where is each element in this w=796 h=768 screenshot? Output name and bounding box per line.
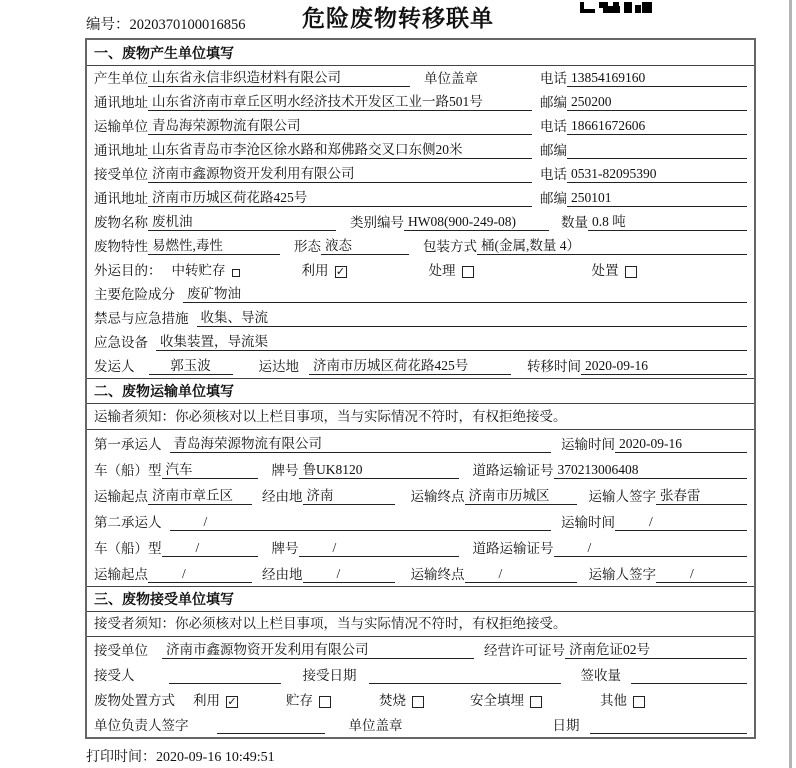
second-carrier-label: 第二承运人 bbox=[94, 515, 162, 530]
section-3-header: 三、废物接受单位填写 bbox=[87, 586, 754, 612]
section-3-body bbox=[87, 612, 754, 737]
via-value: 济南 bbox=[303, 488, 395, 505]
checkbox-use: ✓ bbox=[335, 265, 346, 278]
option-transfer-storage: 中转贮存 bbox=[171, 263, 226, 278]
option-incinerate: 焚烧 bbox=[379, 693, 406, 708]
plate-label: 牌号 bbox=[271, 463, 299, 478]
row-transfer-purpose bbox=[87, 258, 754, 282]
producer-label: 产生单位 bbox=[94, 71, 148, 86]
row-waste-property bbox=[87, 234, 754, 258]
accept-date-value bbox=[369, 683, 561, 684]
checkbox-incinerate bbox=[412, 696, 424, 708]
date-value bbox=[590, 733, 748, 734]
plate-label: 牌号 bbox=[271, 541, 299, 556]
address-label: 通讯地址 bbox=[94, 143, 148, 158]
waste-property-value: 易燃性,毒性 bbox=[148, 238, 280, 255]
waste-name-label: 废物名称 bbox=[94, 215, 148, 230]
carrier-sign-value: 张春雷 bbox=[656, 488, 747, 505]
row-second-carrier bbox=[87, 508, 754, 534]
checkbox-dispose bbox=[625, 266, 637, 278]
vehicle-type-value: 汽车 bbox=[162, 462, 258, 479]
option-use: 利用 bbox=[193, 693, 220, 708]
first-carrier-value: 青岛海荣源物流有限公司 bbox=[170, 436, 552, 453]
vehicle-type-value: / bbox=[162, 540, 258, 557]
route-end-label: 运输终点 bbox=[410, 489, 465, 504]
acceptor-label: 接受人 bbox=[94, 668, 135, 683]
receiver-value: 济南市鑫源物资开发利用有限公司 bbox=[148, 166, 532, 183]
transport-time-label: 运输时间 bbox=[561, 437, 615, 452]
responsible-sign-label: 单位负责人签字 bbox=[94, 718, 189, 733]
page-title: 危险废物转移联单 bbox=[302, 5, 494, 31]
waste-name-value: 废机油 bbox=[148, 214, 336, 231]
equipment-label: 应急设备 bbox=[94, 335, 148, 350]
road-permit-value: / bbox=[554, 540, 748, 557]
route-start-label: 运输起点 bbox=[94, 567, 148, 582]
address-label: 通讯地址 bbox=[94, 191, 148, 206]
sender-label: 发运人 bbox=[94, 359, 135, 374]
producer-zip: 250200 bbox=[567, 94, 747, 111]
checkbox-other bbox=[633, 696, 645, 708]
received-qty-label: 签收量 bbox=[580, 668, 621, 683]
route-end-label: 运输终点 bbox=[410, 567, 465, 582]
route-start-value: / bbox=[148, 566, 252, 583]
section-2-body bbox=[87, 404, 754, 586]
accepting-unit-value: 济南市鑫源物资开发利用有限公司 bbox=[162, 642, 474, 659]
road-permit-label: 道路运输证号 bbox=[472, 463, 554, 478]
taboo-value: 收集、导流 bbox=[197, 310, 748, 327]
row-disposal-method bbox=[87, 687, 754, 712]
row-waste-name bbox=[87, 210, 754, 234]
notice-text: 你必须核对以上栏目事项，当与实际情况不符时，有权拒绝接受。 bbox=[175, 616, 567, 631]
form-label: 形态 bbox=[294, 239, 321, 254]
phone-label: 电话 bbox=[540, 119, 567, 134]
responsible-sign-value bbox=[217, 733, 325, 734]
carrier-sign-label: 运输人签字 bbox=[588, 567, 656, 582]
row-transporter-address bbox=[87, 138, 754, 162]
row-emergency-equipment bbox=[87, 330, 754, 354]
vehicle-type-label: 车（船）型 bbox=[94, 541, 162, 556]
equipment-value: 收集装置，导流渠 bbox=[156, 334, 747, 351]
road-permit-value: 370213006408 bbox=[554, 462, 748, 479]
receiver-zip: 250101 bbox=[567, 190, 747, 207]
checkbox-landfill bbox=[530, 696, 542, 708]
notice-text: 你必须核对以上栏目事项，当与实际情况不符时，有权拒绝接受。 bbox=[175, 408, 567, 424]
print-time-label: 打印时间： bbox=[86, 750, 156, 765]
row-hazard-component bbox=[87, 282, 754, 306]
vehicle-type-label: 车（船）型 bbox=[94, 463, 162, 478]
transfer-time-value: 2020-09-16 bbox=[581, 358, 747, 375]
first-carrier-label: 第一承运人 bbox=[94, 437, 162, 452]
serial-value: 2020370100016856 bbox=[129, 17, 246, 33]
row-producer-address bbox=[87, 90, 754, 114]
form-value: 液态 bbox=[321, 238, 409, 255]
transfer-time-label: 转移时间 bbox=[527, 359, 581, 374]
via-label: 经由地 bbox=[262, 489, 303, 504]
license-value: 济南危证02号 bbox=[565, 642, 747, 659]
section-2-header: 二、废物运输单位填写 bbox=[87, 378, 754, 404]
checkbox-transfer-storage bbox=[232, 269, 240, 277]
route-start-label: 运输起点 bbox=[94, 489, 148, 504]
row-sender bbox=[87, 354, 754, 378]
window-edge bbox=[789, 0, 792, 768]
producer-phone: 13854169160 bbox=[567, 70, 747, 87]
hazard-value: 废矿物油 bbox=[183, 286, 747, 303]
received-qty-value bbox=[631, 683, 747, 684]
destination-label: 运达地 bbox=[258, 359, 299, 374]
quantity-value: 0.8 吨 bbox=[588, 214, 747, 231]
date-label: 日期 bbox=[552, 718, 580, 733]
packaging-value: 桶(金属,数量 4） bbox=[477, 238, 747, 255]
row-accepting-unit bbox=[87, 637, 754, 662]
hazardous-waste-transfer-form bbox=[85, 38, 756, 739]
route-end-value: / bbox=[465, 566, 577, 583]
option-storage: 贮存 bbox=[286, 693, 313, 708]
carrier-sign-label: 运输人签字 bbox=[588, 489, 656, 504]
plate-value: 鲁UK8120 bbox=[299, 462, 459, 479]
plate-value: / bbox=[299, 540, 459, 557]
transport-time-value: / bbox=[615, 514, 747, 531]
row-producer bbox=[87, 66, 754, 90]
option-other: 其他 bbox=[600, 693, 627, 708]
receiver-address-value: 济南市历城区荷花路425号 bbox=[148, 190, 532, 207]
row-responsible-sign bbox=[87, 712, 754, 737]
second-carrier-value: / bbox=[170, 514, 552, 531]
transporter-phone: 18661672606 bbox=[567, 118, 747, 135]
sender-value: 郭玉波 bbox=[149, 358, 233, 375]
notice-label: 运输者须知： bbox=[94, 408, 175, 424]
accepting-unit-label: 接受单位 bbox=[94, 643, 148, 658]
carrier-sign-value: / bbox=[656, 566, 747, 583]
print-time bbox=[86, 746, 275, 766]
row-route-2 bbox=[87, 560, 754, 586]
receiver-phone: 0531-82095390 bbox=[567, 166, 747, 183]
row-taboo-measures bbox=[87, 306, 754, 330]
seal-label: 单位盖章 bbox=[424, 71, 478, 86]
zip-label: 邮编 bbox=[540, 191, 567, 206]
option-dispose: 处置 bbox=[591, 263, 619, 278]
route-end-value: 济南市历城区 bbox=[465, 488, 577, 505]
phone-label: 电话 bbox=[540, 167, 567, 182]
receiver-label: 接受单位 bbox=[94, 167, 148, 182]
row-receiver-address bbox=[87, 186, 754, 210]
accept-date-label: 接受日期 bbox=[302, 668, 357, 683]
zip-label: 邮编 bbox=[540, 95, 567, 110]
transporter-address-value: 山东省青岛市李沧区徐水路和郑佛路交叉口东侧20米 bbox=[148, 142, 532, 159]
disposal-method-label: 废物处置方式 bbox=[94, 693, 175, 708]
section-1-header: 一、废物产生单位填写 bbox=[87, 40, 754, 66]
destination-value: 济南市历城区荷花路425号 bbox=[309, 358, 511, 375]
row-receiver-notice bbox=[87, 612, 754, 637]
address-label: 通讯地址 bbox=[94, 95, 148, 110]
producer-value: 山东省永信非织造材料有限公司 bbox=[148, 70, 410, 87]
row-transporter bbox=[87, 114, 754, 138]
row-first-carrier bbox=[87, 430, 754, 456]
phone-label: 电话 bbox=[540, 71, 567, 86]
category-label: 类别编号 bbox=[350, 215, 404, 230]
via-label: 经由地 bbox=[262, 567, 303, 582]
taboo-label: 禁忌与应急措施 bbox=[94, 311, 189, 326]
checkbox-storage bbox=[319, 696, 331, 708]
acceptor-value bbox=[169, 683, 281, 684]
row-acceptor bbox=[87, 662, 754, 687]
checkbox-treat bbox=[462, 266, 474, 278]
transporter-zip bbox=[567, 158, 747, 159]
hazard-label: 主要危险成分 bbox=[94, 287, 175, 302]
row-receiver bbox=[87, 162, 754, 186]
road-permit-label: 道路运输证号 bbox=[472, 541, 554, 556]
row-transporter-notice bbox=[87, 404, 754, 430]
transporter-value: 青岛海荣源物流有限公司 bbox=[148, 118, 532, 135]
option-treat: 处理 bbox=[428, 263, 456, 278]
category-value: HW08(900-249-08) bbox=[404, 214, 549, 231]
transport-time-label: 运输时间 bbox=[561, 515, 615, 530]
print-time-value: 2020-09-16 10:49:51 bbox=[156, 750, 275, 765]
waste-property-label: 废物特性 bbox=[94, 239, 148, 254]
row-route-1 bbox=[87, 482, 754, 508]
transporter-label: 运输单位 bbox=[94, 119, 148, 134]
notice-label: 接受者须知： bbox=[94, 616, 175, 631]
serial-label: 编号： bbox=[86, 17, 130, 33]
producer-address-value: 山东省济南市章丘区明水经济技术开发区工业一路501号 bbox=[148, 94, 532, 111]
option-use: 利用 bbox=[301, 263, 329, 278]
purpose-label: 外运目的： bbox=[94, 263, 162, 278]
packaging-label: 包装方式 bbox=[423, 239, 477, 254]
transport-time-value: 2020-09-16 bbox=[615, 436, 747, 453]
row-vehicle-1 bbox=[87, 456, 754, 482]
option-landfill: 安全填埋 bbox=[470, 693, 524, 708]
license-label: 经营许可证号 bbox=[484, 643, 565, 658]
route-start-value: 济南市章丘区 bbox=[148, 488, 252, 505]
quantity-label: 数量 bbox=[561, 215, 588, 230]
zip-label: 邮编 bbox=[540, 143, 567, 158]
qr-code-icon bbox=[580, 0, 652, 18]
section-1-body bbox=[87, 66, 754, 378]
unit-seal-label: 单位盖章 bbox=[348, 718, 403, 733]
checkbox-use: ✓ bbox=[227, 695, 237, 708]
via-value: / bbox=[303, 566, 395, 583]
row-vehicle-2 bbox=[87, 534, 754, 560]
